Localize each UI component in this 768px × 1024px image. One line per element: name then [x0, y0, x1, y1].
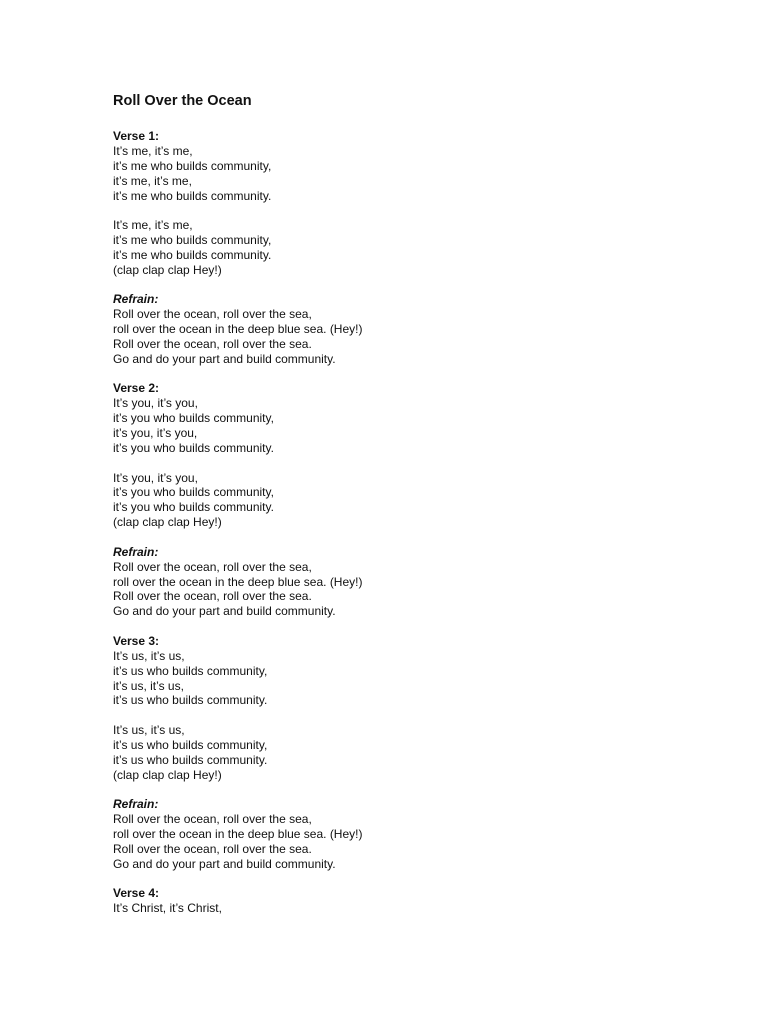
lyric-line: Go and do your part and build community. [113, 351, 336, 366]
verse-heading: Verse 2: [113, 381, 160, 396]
stanza-section [113, 471, 713, 531]
verse-heading: Verse 1: [113, 129, 160, 143]
verse-section [113, 886, 713, 916]
lyric-line: it’s us who builds community. [113, 752, 268, 767]
refrain-heading: Refrain: [113, 292, 159, 307]
lyric-line: roll over the ocean in the deep blue sea. (Hey!) [113, 322, 363, 337]
refrain-section [113, 797, 713, 872]
lyric-line: Roll over the ocean, roll over the sea, [113, 812, 312, 826]
verse-section [113, 381, 713, 456]
lyric-line: It’s you, it’s you, [113, 470, 198, 485]
verse-section [113, 634, 713, 709]
lyric-line: (clap clap clap Hey!) [113, 515, 222, 530]
verse-heading: Verse 4: [113, 886, 160, 901]
lyric-line: Go and do your part and build community. [113, 856, 336, 871]
lyric-line: it’s me who builds community. [113, 247, 272, 262]
lyric-line: Roll over the ocean, roll over the sea. [113, 337, 312, 352]
refrain-heading: Refrain: [113, 797, 159, 811]
lyric-line: it’s you who builds community, [113, 485, 274, 500]
lyric-line: Roll over the ocean, roll over the sea. [113, 841, 312, 856]
lyric-line: It’s us, it’s us, [113, 648, 185, 663]
refrain-section [113, 292, 713, 367]
lyric-line: it’s us who builds community, [113, 663, 268, 678]
lyric-line: it’s us, it’s us, [113, 678, 184, 693]
lyrics-page [113, 92, 713, 931]
lyric-line: Roll over the ocean, roll over the sea, [113, 307, 312, 322]
lyric-line: it’s me who builds community. [113, 188, 272, 203]
lyric-line: it’s you, it’s you, [113, 426, 198, 441]
lyric-line: (clap clap clap Hey!) [113, 262, 222, 277]
stanza-section [113, 723, 713, 783]
lyric-line: Roll over the ocean, roll over the sea. [113, 589, 312, 604]
lyric-line: It’s Christ, it’s Christ, [113, 901, 222, 916]
refrain-heading: Refrain: [113, 544, 159, 559]
lyric-line: it’s me who builds community, [113, 158, 272, 173]
verse-heading: Verse 3: [113, 633, 160, 648]
verse-section [113, 129, 713, 204]
lyric-line: it’s you who builds community, [113, 411, 274, 426]
song-title: Roll Over the Ocean [113, 93, 252, 109]
lyric-line: It’s me, it’s me, [113, 218, 193, 233]
lyric-line: it’s us who builds community, [113, 737, 268, 752]
refrain-section [113, 545, 713, 620]
lyric-line: It’s me, it’s me, [113, 144, 193, 158]
lyric-line: roll over the ocean in the deep blue sea. (Hey!) [113, 574, 363, 589]
lyric-line: Roll over the ocean, roll over the sea, [113, 559, 312, 574]
lyrics-body [113, 129, 713, 916]
lyric-line: Go and do your part and build community. [113, 604, 336, 619]
lyric-line: roll over the ocean in the deep blue sea. (Hey!) [113, 826, 363, 841]
stanza-section [113, 218, 713, 278]
lyric-line: (clap clap clap Hey!) [113, 767, 222, 782]
lyric-line: it’s me, it’s me, [113, 173, 192, 188]
lyric-line: It’s you, it’s you, [113, 396, 198, 411]
lyric-line: it’s me who builds community, [113, 233, 272, 248]
lyric-line: it’s us who builds community. [113, 693, 268, 708]
lyric-line: it’s you who builds community. [113, 441, 274, 456]
lyric-line: It’s us, it’s us, [113, 722, 185, 737]
lyric-line: it’s you who builds community. [113, 500, 274, 515]
